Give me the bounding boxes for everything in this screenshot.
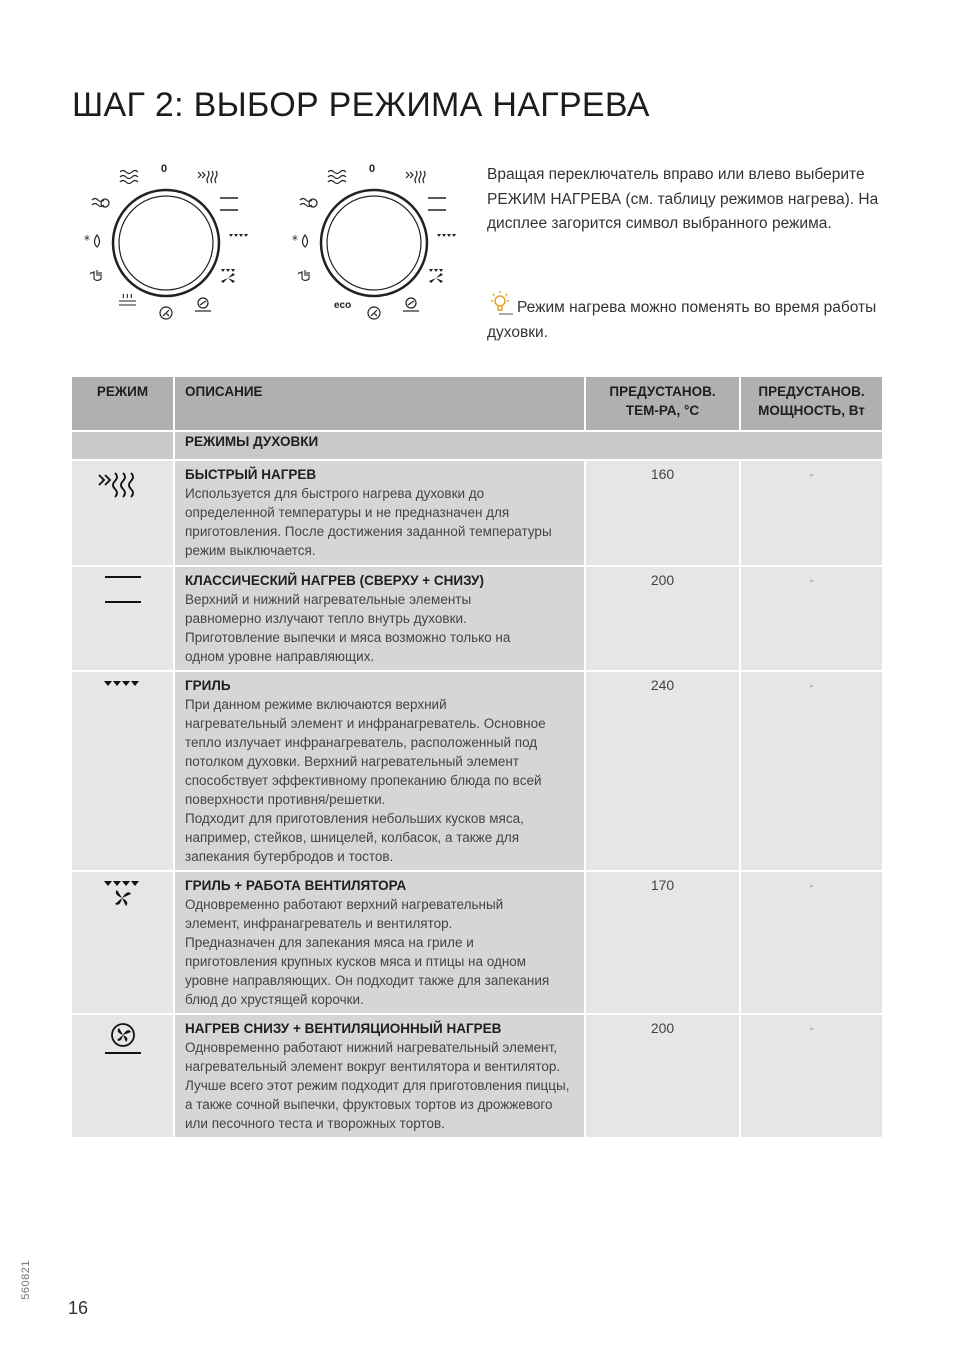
page-title: ШАГ 2: ВЫБОР РЕЖИМА НАГРЕВА — [72, 86, 650, 124]
fast-heat-icon — [406, 171, 425, 183]
steam-icon — [92, 199, 109, 208]
mode-description: Используется для быстрого нагрева духовки до определенной температуры и не предназначен для приготовления. После достижения заданной температуры режим выключается. — [185, 486, 552, 558]
preset-temp: 160 — [586, 461, 741, 567]
grill-fan-icon — [93, 876, 153, 916]
defrost-icon — [328, 171, 346, 184]
mode-name: КЛАССИЧЕСКИЙ НАГРЕВ (СВЕРХУ + СНИЗУ) — [185, 573, 484, 588]
header-preset-temp: ПРЕДУСТАНОВ. ТЕМ-РА, °C — [586, 377, 741, 432]
tip-text: Режим нагрева можно поменять во время работы духовки. — [487, 299, 877, 341]
hand-heat-icon — [298, 270, 309, 281]
fast-heat-icon — [93, 465, 153, 505]
fast-heat-icon — [198, 171, 217, 183]
svg-text:*: * — [292, 233, 298, 247]
table-row — [72, 567, 882, 672]
convection-bottom-icon — [403, 298, 419, 311]
mode-name: ГРИЛЬ — [185, 678, 231, 693]
mode-description: Одновременно работают верхний нагревательный элемент, инфранагреватель и вентилятор. Предназначен для запекания мяса на гриле и приготовления крупных кусков мяса и птицы на одном уровне направляющих. Он подходит также для запекания блюд до хрустящей корочки. — [185, 897, 550, 1007]
mode-name: БЫСТРЫЙ НАГРЕВ — [185, 467, 317, 482]
dial-zero-label: 0 — [368, 163, 376, 175]
grill-fan-icon — [221, 269, 235, 283]
preset-power: - — [741, 461, 882, 567]
grill-fan-icon — [429, 269, 443, 283]
table-header-row — [72, 377, 882, 432]
intro-text: Вращая переключатель вправо или влево выберите РЕЖИМ НАГРЕВА (см. таблицу режимов нагрева). На дисплее загорится символ выбранного режима. — [487, 166, 879, 232]
heating-modes-table — [72, 377, 882, 1139]
table-row — [72, 461, 882, 567]
mode-description: Одновременно работают нижний нагревательный элемент, нагревательный элемент вокруг вентилятора и вентилятор. Лучше всего этот режим подходит для приготовления пиццы, а также сочной выпечки, фруктовых тортов из дрожжевого или песочного теста и творожных тортов. — [185, 1040, 570, 1131]
header-mode: РЕЖИМ — [72, 377, 175, 432]
preset-temp: 200 — [586, 567, 741, 672]
defrost-icon — [120, 171, 138, 184]
keep-warm-icon — [84, 233, 100, 247]
preset-temp: 240 — [586, 672, 741, 872]
mode-dial — [78, 158, 278, 328]
convection-icon — [368, 307, 380, 319]
table-row — [72, 872, 882, 1015]
grill-icon — [229, 234, 248, 237]
preset-temp: 170 — [586, 872, 741, 1015]
bottom-heat-icon — [119, 294, 136, 305]
dial-zero-label: 0 — [160, 163, 168, 175]
table-row — [72, 672, 882, 872]
svg-text:*: * — [84, 233, 90, 247]
convection-icon — [160, 307, 172, 319]
preset-power: - — [741, 1015, 882, 1139]
table-row — [72, 1015, 882, 1139]
mode-name: ГРИЛЬ + РАБОТА ВЕНТИЛЯТОРА — [185, 878, 407, 893]
mode-description: При данном режиме включаются верхний нагревательный элемент и инфранагреватель. Основное тепло излучает инфранагреватель, расположенный под потолком духовки. Верхний нагревательный элемент способствует эффективному пропеканию блюда по всей поверхности противня/решетки. Подходит для приготовления небольших кусков мяса, например, стейков, шницелей, колбасок, а также для запекания бутербродов и тостов. — [185, 697, 546, 864]
mode-name: НАГРЕВ СНИЗУ + ВЕНТИЛЯЦИОННЫЙ НАГРЕВ — [185, 1021, 502, 1036]
header-description: ОПИСАНИЕ — [175, 377, 586, 432]
convection-bottom-icon — [195, 298, 211, 311]
mode-dial-eco — [286, 158, 486, 328]
keep-warm-icon — [292, 233, 308, 247]
preset-power: - — [741, 672, 882, 872]
grill-icon — [437, 234, 456, 237]
lightbulb-icon — [487, 290, 517, 318]
hand-heat-icon — [90, 270, 101, 281]
bottom-heat-convection-icon — [93, 1019, 153, 1059]
preset-temp: 200 — [586, 1015, 741, 1139]
document-code: 560821 — [20, 1260, 32, 1300]
header-preset-power: ПРЕДУСТАНОВ. МОЩНОСТЬ, Вт — [741, 377, 882, 432]
steam-icon — [300, 199, 317, 208]
page-number: 16 — [68, 1298, 89, 1318]
preset-power: - — [741, 567, 882, 672]
grill-icon — [93, 676, 153, 696]
eco-label: eco — [334, 300, 352, 311]
section-row — [72, 432, 882, 461]
top-bottom-heat-icon — [93, 571, 153, 611]
preset-power: - — [741, 872, 882, 1015]
section-title: РЕЖИМЫ ДУХОВКИ — [175, 432, 882, 461]
tip-note — [487, 290, 887, 345]
mode-description: Верхний и нижний нагревательные элементы равномерно излучают тепло внутрь духовки. Приготовление выпечки и мяса возможно только на одном уровне направляющих. — [185, 592, 511, 664]
